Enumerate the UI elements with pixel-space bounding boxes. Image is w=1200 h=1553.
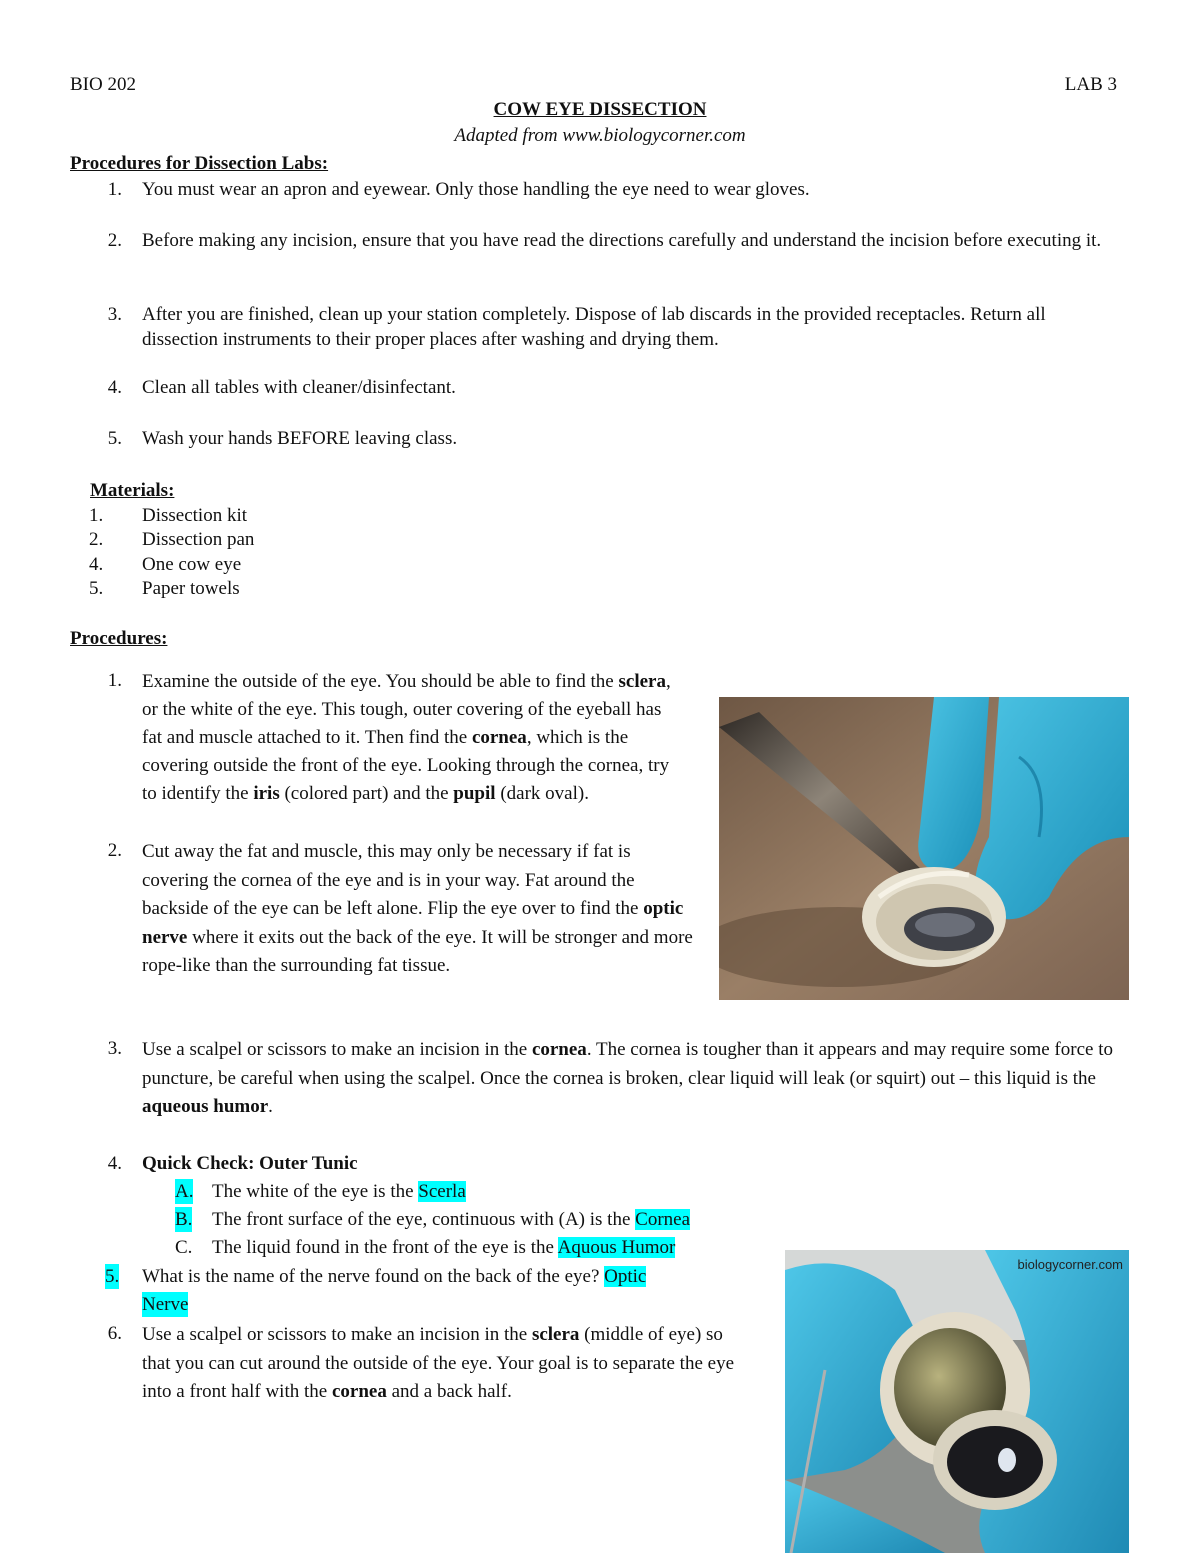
- quick-check-heading: Quick Check: Outer Tunic: [142, 1153, 358, 1174]
- photo-2-illustration: [785, 1250, 1129, 1553]
- list-number: 1.: [89, 505, 104, 526]
- list-number: 1.: [107, 179, 122, 200]
- term-iris: iris: [253, 783, 280, 804]
- step-6-text: Use a scalpel or scissors to make an incision in the sclera (middle of eye) so that you can cut around the outside of the eye. Your goal is to separate the eye into a front half with the cornea and a back half.: [142, 1324, 734, 1402]
- answer-highlight: Cornea: [635, 1209, 691, 1230]
- course-code: BIO 202: [70, 74, 136, 95]
- step-5-text: What is the name of the nerve found on the back of the eye? Optic: [142, 1266, 647, 1287]
- list-number: 2.: [89, 529, 104, 550]
- dissection-procedures-heading: Procedures for Dissection Labs:: [70, 153, 329, 174]
- list-number: 4.: [89, 554, 104, 575]
- step-number: 3.: [107, 1038, 122, 1059]
- step-number: 6.: [107, 1323, 122, 1344]
- quick-check-letter-a: A.: [175, 1181, 194, 1202]
- term-pupil: pupil: [453, 783, 496, 804]
- eye-dissection-photo-2: [785, 1250, 1129, 1553]
- list-number: 5.: [107, 428, 122, 449]
- materials-heading: Materials:: [90, 480, 175, 501]
- step-number: 4.: [107, 1153, 122, 1174]
- list-item: Paper towels: [142, 578, 240, 599]
- list-number: 4.: [107, 377, 122, 398]
- list-item: Before making any incision, ensure that you have read the directions carefully and understand the incision before executing it.: [142, 230, 1102, 251]
- photo-1-illustration: [719, 697, 1129, 1000]
- procedures-heading: Procedures:: [70, 628, 168, 649]
- lab-number: LAB 3: [1064, 74, 1117, 95]
- step-2-text: Cut away the fat and muscle, this may only be necessary if fat is covering the cornea of the eye and is in your way. Fat around the backside of the eye can be left alone. Flip the eye over to find the optic nerve where it exits out the back of the eye. It will be stronger and more rope-like than the surrounding fat tissue.: [142, 841, 693, 976]
- page-subtitle: Adapted from www.biologycorner.com: [454, 125, 746, 146]
- list-item: Wash your hands BEFORE leaving class.: [142, 428, 458, 449]
- step-number: 1.: [107, 670, 122, 691]
- list-number: 2.: [107, 230, 122, 251]
- list-item: Dissection kit: [142, 505, 248, 526]
- list-item: Dissection pan: [142, 529, 255, 550]
- quick-check-item-c: The liquid found in the front of the eye is the Aquous Humor: [212, 1237, 676, 1258]
- watermark: biologycorner.com: [1017, 1257, 1123, 1272]
- step-3-text: Use a scalpel or scissors to make an incision in the cornea. The cornea is tougher than it appears and may require some force to puncture, be careful when using the scalpel. Once the cornea is broken, clear liquid will leak (or squirt) out – this liquid is the aqueous humor.: [142, 1039, 1113, 1117]
- list-item: You must wear an apron and eyewear. Only those handling the eye need to wear gloves.: [142, 179, 810, 200]
- term-cornea: cornea: [531, 1039, 587, 1060]
- list-number: 5.: [89, 578, 104, 599]
- step-number: 2.: [107, 840, 122, 861]
- term-cornea: cornea: [471, 727, 527, 748]
- term-aqueous-humor: aqueous humor: [142, 1096, 269, 1117]
- step-1-text: Examine the outside of the eye. You should be able to find the sclera, or the white of the eye. This tough, outer covering of the eyeball has fat and muscle attached to it. Then find the cornea, which is the covering outside the front of the eye. Looking through the cornea, try to identify the iris (colored part) and the pupil (dark oval).: [142, 668, 1112, 808]
- list-item: Clean all tables with cleaner/disinfectant.: [142, 377, 456, 398]
- term-sclera: sclera: [618, 671, 666, 692]
- list-item: After you are finished, clean up your station completely. Dispose of lab discards in the provided receptacles. Return all dissection instruments to their proper places after washing and drying them.: [142, 304, 1046, 350]
- eye-dissection-photo-1: [719, 697, 1129, 1000]
- term-cornea: cornea: [331, 1381, 387, 1402]
- quick-check-letter-b: B.: [175, 1209, 193, 1230]
- step-number-highlighted: 5.: [105, 1266, 120, 1287]
- quick-check-item-b: The front surface of the eye, continuous with (A) is the Cornea: [212, 1209, 691, 1230]
- answer-highlight: Scerla: [418, 1181, 466, 1202]
- term-sclera: sclera: [531, 1324, 580, 1345]
- quick-check-item-a: The white of the eye is the Scerla: [212, 1181, 466, 1202]
- answer-highlight: Aquous Humor: [557, 1237, 676, 1258]
- list-item: One cow eye: [142, 554, 242, 575]
- page-title: COW EYE DISSECTION: [493, 99, 707, 120]
- list-number: 3.: [107, 304, 122, 325]
- term-optic-nerve: optic nerve: [142, 898, 684, 948]
- quick-check-letter-c: C.: [175, 1237, 193, 1258]
- answer-highlight: Nerve: [142, 1294, 189, 1315]
- answer-highlight: Optic: [604, 1266, 647, 1287]
